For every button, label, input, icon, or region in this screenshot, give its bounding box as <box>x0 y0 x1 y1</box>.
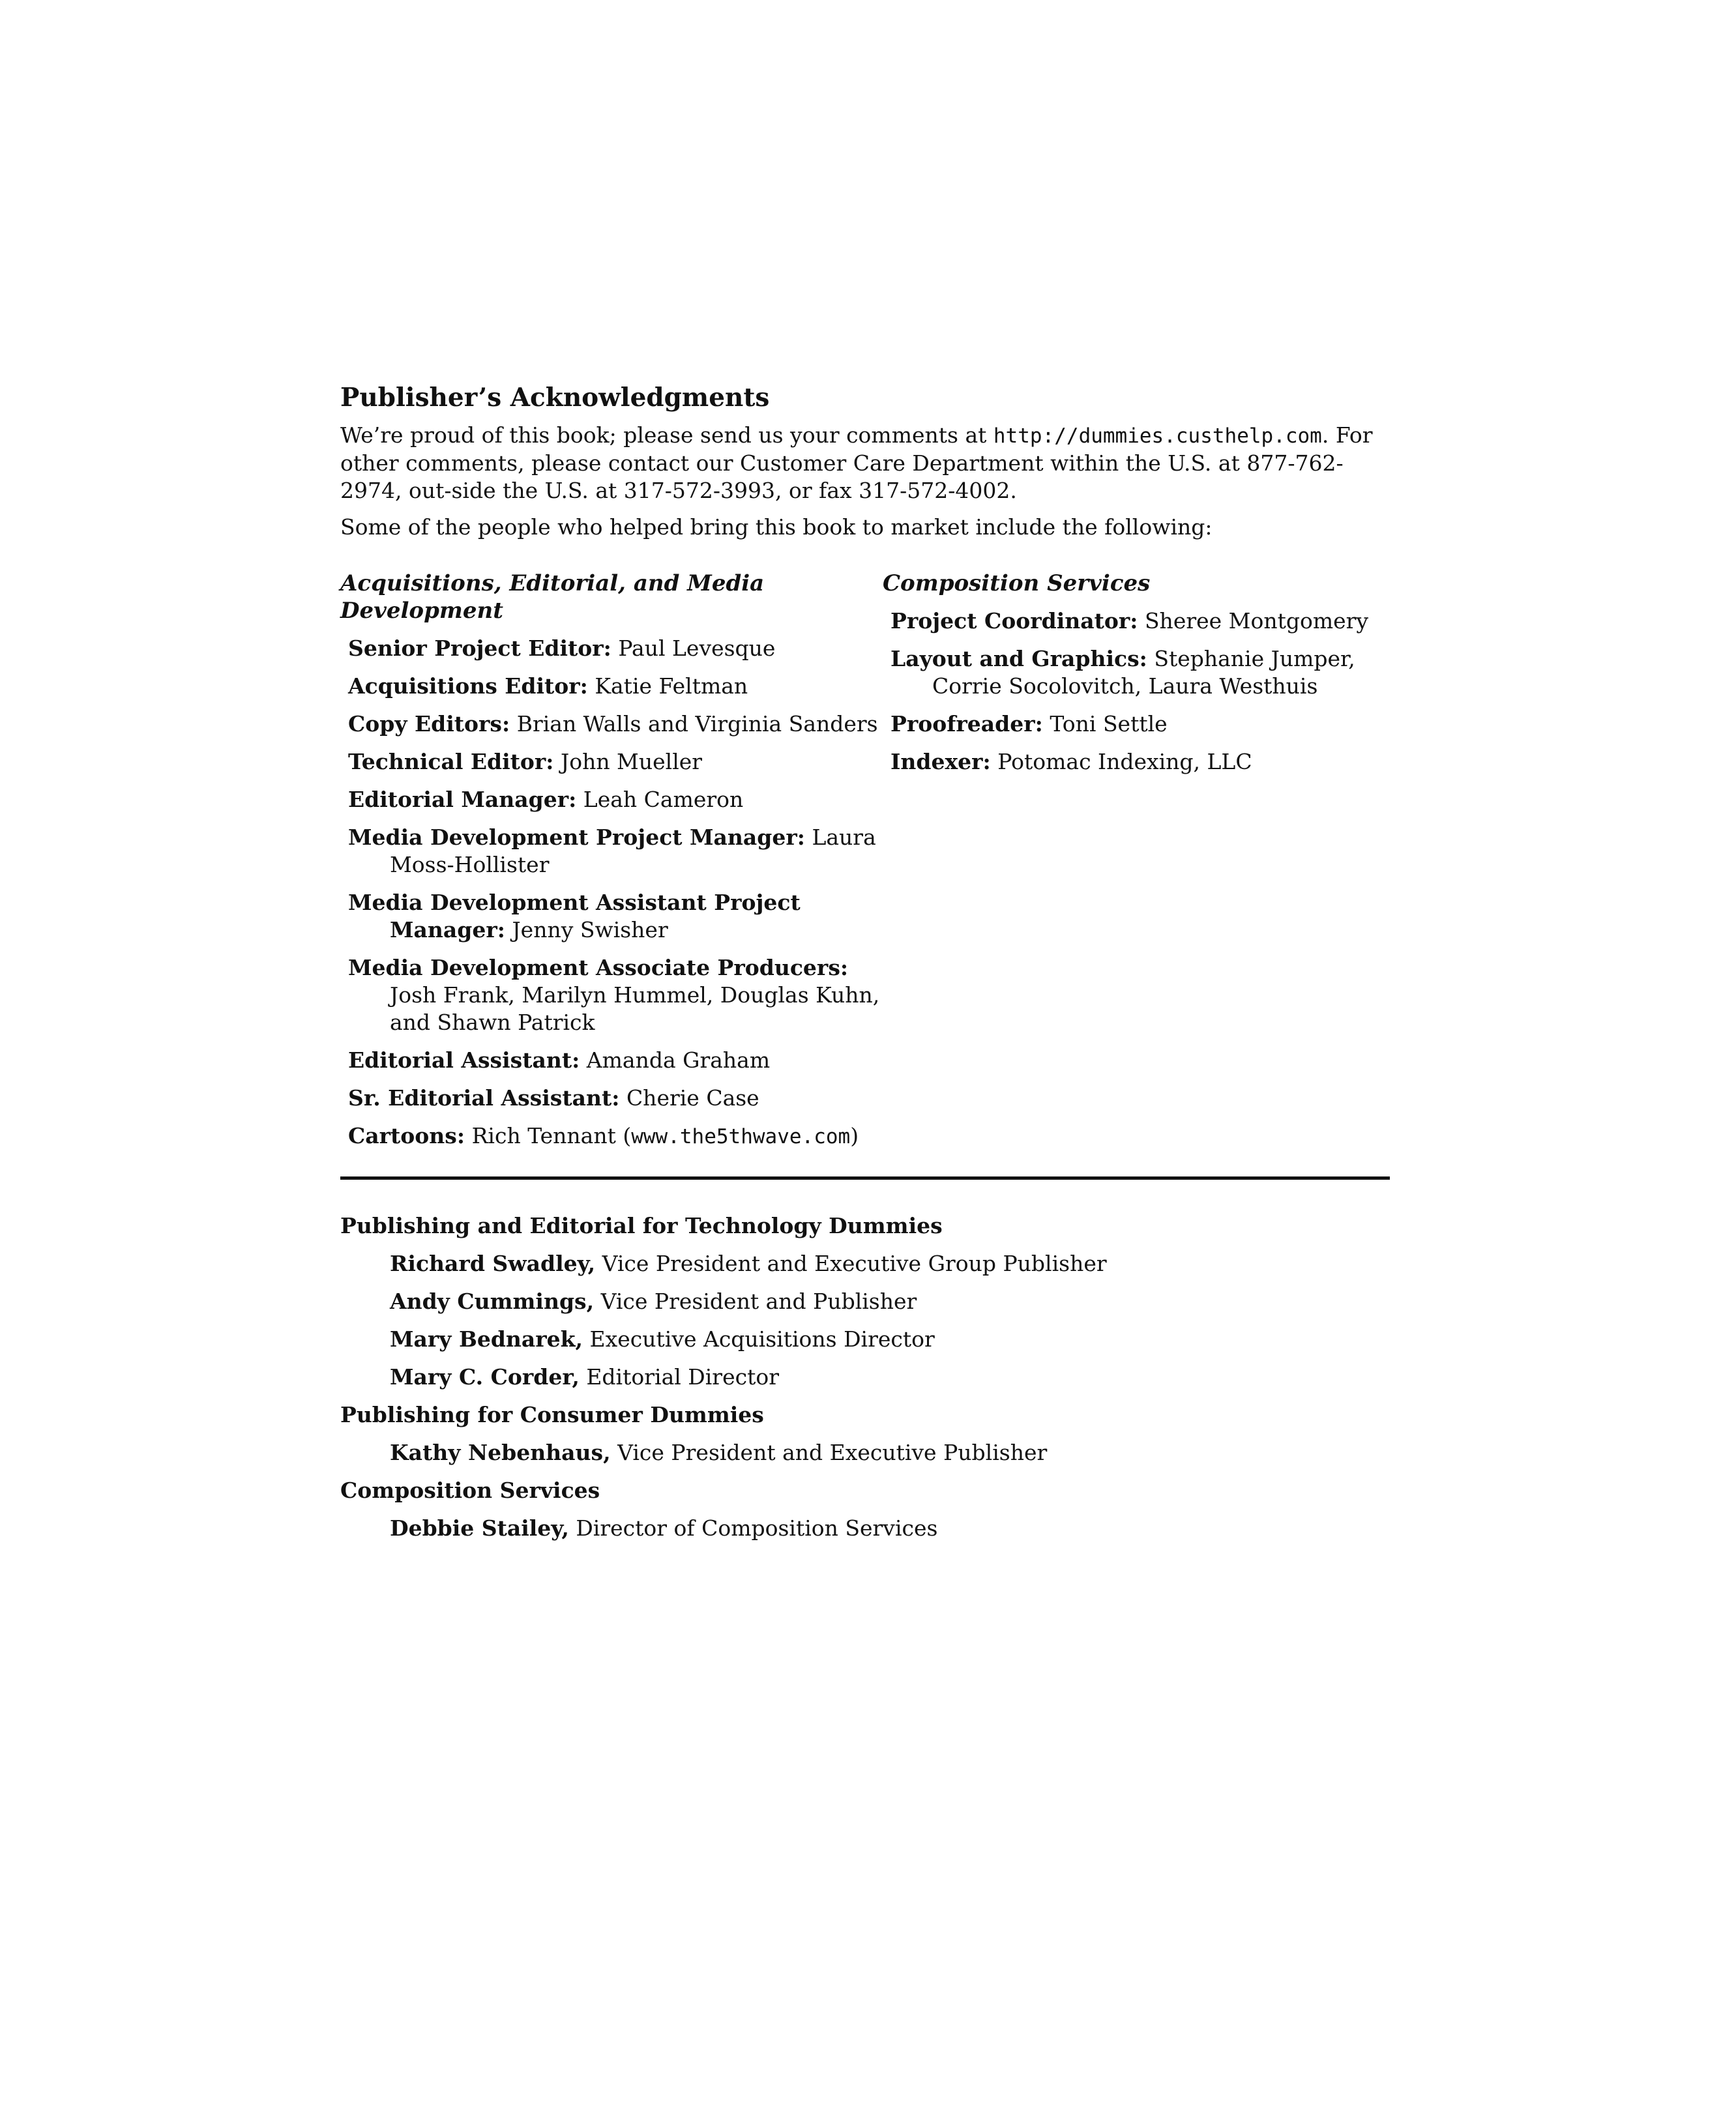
credit-names: Josh Frank, Marilyn Hummel, Douglas Kuhn, and Shawn Patrick <box>390 982 880 1035</box>
credit-entry <box>348 786 883 813</box>
credit-role: Technical Editor: <box>348 749 554 774</box>
credit-role: Project Coordinator: <box>890 608 1138 634</box>
credit-names: Sheree Montgomery <box>1144 608 1369 634</box>
credit-entry <box>348 889 883 944</box>
intro-text-2: . For other comments, please contact our Customer Care Department within the U.S. at 877-762-2974, out-side the U.S. at 317-572-3993, or fax 317-572-4002. <box>340 422 1373 503</box>
credit-entry <box>348 673 883 700</box>
credit-names: Cherie Case <box>626 1085 759 1111</box>
credit-entry <box>890 748 1390 776</box>
credit-role: Editorial Assistant: <box>348 1047 580 1073</box>
person-name: Mary C. Corder, <box>390 1364 580 1390</box>
publisher-entry <box>390 1515 1390 1542</box>
publisher-entry <box>390 1250 1390 1277</box>
cartoons-close: ) <box>850 1123 859 1148</box>
person-title: Director of Composition Services <box>576 1515 938 1541</box>
credit-role: Sr. Editorial Assistant: <box>348 1085 620 1111</box>
section-divider <box>340 1176 1390 1180</box>
credit-entry <box>348 824 883 879</box>
tech-publishing-heading: Publishing and Editorial for Technology Dummies <box>340 1213 943 1238</box>
left-column-heading: Acquisitions, Editorial, and Media Development <box>340 570 765 624</box>
credit-names: John Mueller <box>560 749 703 774</box>
credit-role: Editorial Manager: <box>348 787 577 812</box>
credit-role: Acquisitions Editor: <box>348 673 588 699</box>
credit-role: Proofreader: <box>890 711 1043 737</box>
credit-names: Laura Moss-Hollister <box>390 825 876 877</box>
credit-role: Cartoons: <box>348 1123 465 1148</box>
credit-entry <box>348 1047 883 1074</box>
credit-names: Rich Tennant ( <box>471 1123 632 1148</box>
credit-names: Amanda Graham <box>586 1047 771 1073</box>
credit-entry <box>348 954 883 1036</box>
credit-entry <box>348 748 883 776</box>
person-name: Mary Bednarek, <box>390 1326 583 1352</box>
credit-names: Stephanie Jumper, Corrie Socolovitch, Laura Westhuis <box>932 646 1355 699</box>
right-credits-column <box>883 570 1390 1161</box>
credit-names: Paul Levesque <box>618 635 776 661</box>
credit-entry <box>348 1085 883 1112</box>
credit-names: Katie Feltman <box>595 673 748 699</box>
credit-role: Indexer: <box>890 749 991 774</box>
credit-entry <box>348 635 883 662</box>
credit-entry <box>890 645 1390 700</box>
credits-columns <box>340 570 1390 1161</box>
credit-names: Jenny Swisher <box>512 917 668 942</box>
person-title: Vice President and Executive Publisher <box>617 1440 1048 1465</box>
credit-role: Senior Project Editor: <box>348 635 611 661</box>
feedback-url: http://dummies.custhelp.com <box>993 424 1322 448</box>
credit-entry <box>890 710 1390 738</box>
page-title: Publisher’s Acknowledgments <box>340 383 770 413</box>
credit-names: Toni Settle <box>1050 711 1168 737</box>
credit-role: Layout and Graphics: <box>890 646 1147 671</box>
left-credits-column <box>340 570 883 1161</box>
credit-names: Brian Walls and Virginia Sanders <box>516 711 878 737</box>
credit-role: Media Development Assistant Project Manager: <box>348 890 801 942</box>
helpers-line: Some of the people who helped bring this book to market include the following: <box>340 514 1213 540</box>
person-name: Andy Cummings, <box>390 1289 595 1314</box>
person-name: Debbie Stailey, <box>390 1515 569 1541</box>
right-column-heading: Composition Services <box>883 570 1151 596</box>
person-title: Executive Acquisitions Director <box>589 1326 935 1352</box>
composition-services-heading: Composition Services <box>340 1478 600 1503</box>
publisher-entry <box>390 1326 1390 1353</box>
credit-role: Copy Editors: <box>348 711 510 737</box>
person-name: Kathy Nebenhaus, <box>390 1440 611 1465</box>
credit-entry <box>890 607 1390 635</box>
acknowledgments-page <box>340 381 1390 1553</box>
credit-names: Leah Cameron <box>583 787 744 812</box>
cartoons-credit <box>348 1122 883 1150</box>
intro-paragraph <box>340 422 1390 504</box>
consumer-publishing-heading: Publishing for Consumer Dummies <box>340 1402 764 1427</box>
credit-entry <box>348 710 883 738</box>
person-title: Vice President and Executive Group Publisher <box>602 1251 1107 1276</box>
credit-role: Media Development Project Manager: <box>348 825 805 850</box>
person-title: Vice President and Publisher <box>600 1289 917 1314</box>
credit-names: Potomac Indexing, LLC <box>997 749 1252 774</box>
publisher-entry <box>390 1364 1390 1391</box>
publisher-entry <box>390 1439 1390 1467</box>
person-title: Editorial Director <box>586 1364 779 1390</box>
publisher-entry <box>390 1288 1390 1315</box>
intro-text-1: We’re proud of this book; please send us your comments at <box>340 422 993 448</box>
person-name: Richard Swadley, <box>390 1251 596 1276</box>
cartoons-url: www.the5thwave.com <box>631 1125 851 1148</box>
credit-role: Media Development Associate Producers: <box>348 955 849 980</box>
